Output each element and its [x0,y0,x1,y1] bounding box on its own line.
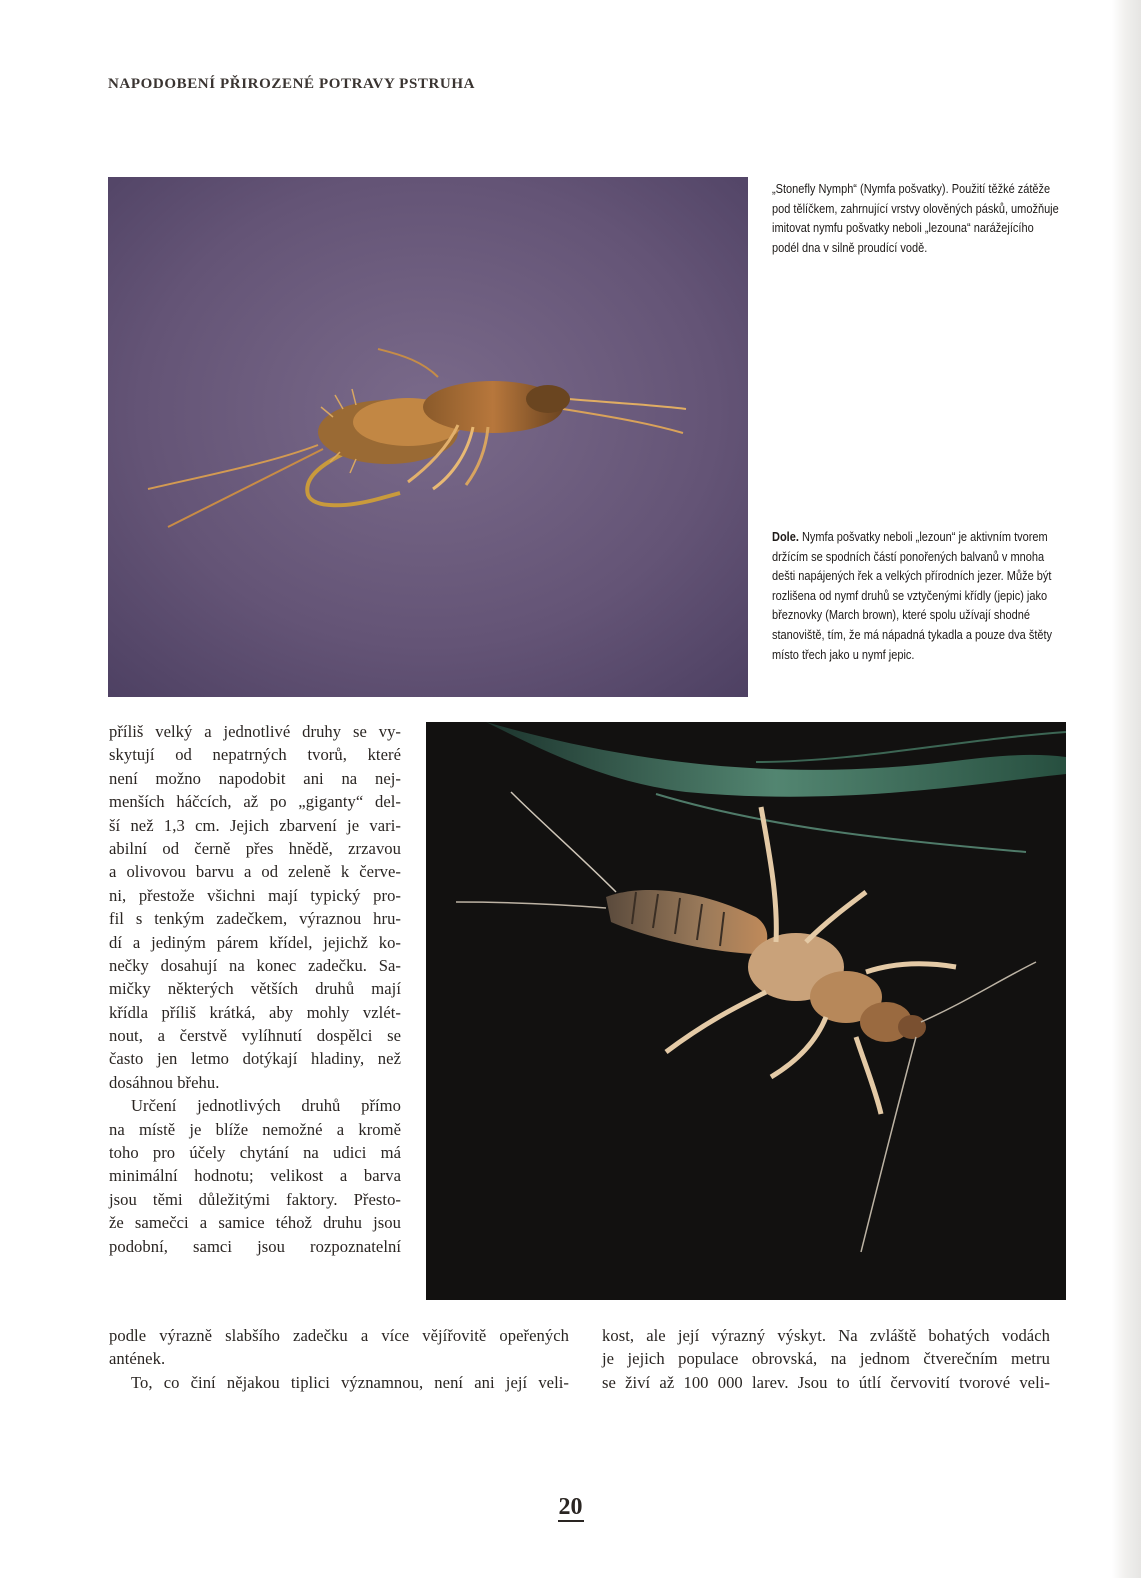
body-line: kost, ale její výrazný výskyt. Na zvláště bohatých vodách [602,1326,1050,1345]
page-number-text: 20 [558,1494,583,1520]
body-line: mičky některých větších druhů mají [109,979,401,999]
photo-stonefly-nymph [426,722,1066,1300]
body-line: nout, a čerstvě vylíhnutí dospělci se [109,1026,401,1046]
photo-stonefly-fly [108,177,748,697]
stonefly-fly-illustration [108,177,748,697]
body-line: antének. [109,1349,166,1369]
body-line: je jejich populace obrovská, na jednom čtverečním metru [602,1349,1050,1369]
body-line: a olivovou barvu a od zeleně k červe- [109,862,401,882]
body-line: toho pro účely chytání na udici má [109,1143,401,1163]
body-line: není možno napodobit ani na nej- [109,768,401,788]
body-line: ni, přestože všichni mají typický pro- [109,885,401,905]
caption-bottom-text: Nymfa pošvatky neboli „lezoun“ je aktivním tvorem držícím se spodních částí ponořených balvanů v mnoha dešti napájených řek a velkých přírodních jezer. Může být rozlišena od nymf druhů se vztyčenými křídly (jepic) jako březnovky (March brown), které spolu užívají shodné stanoviště, tím, že má nápadná tykadla a pouze dva štěty místo třech jako u nymf jepic. [772,530,1053,662]
body-line: jsou těmi důležitými faktory. Přesto- [109,1189,401,1209]
body-line: se živí až 100 000 larev. Jsou to útlí červovití tvorové veli- [602,1372,1050,1392]
stonefly-nymph-illustration [426,722,1066,1300]
body-line: fil s tenkým zadečkem, výraznou hru- [109,909,401,929]
body-text-wrap-column [109,720,401,1258]
body-line: minimální hodnotu; velikost a barva [109,1166,401,1186]
page-edge-shadow [1112,0,1141,1578]
body-line: Určení jednotlivých druhů přímo [131,1096,401,1116]
body-line: abilní od černě přes hnědě, zrzavou [109,838,401,858]
running-head: NAPODOBENÍ PŘIROZENÉ POTRAVY PSTRUHA [108,76,476,92]
body-line: příliš velký a jednotlivé druhy se vy- [109,722,401,741]
body-line: často jen letmo dotýkají hladiny, než [109,1049,401,1069]
body-line: dí a jediným párem křídel, jejichž ko- [109,932,401,952]
body-line: že samečci a samice téhož druhu jsou [109,1213,401,1233]
body-text-right-column [602,1324,1050,1394]
body-line: ší než 1,3 cm. Jejich zbarvení je vari- [109,815,401,835]
body-line: podobní, samci jsou rozpoznatelní [109,1236,401,1256]
body-line: dosáhnou břehu. [109,1072,220,1092]
body-line: menších háčcích, až po „giganty“ del- [109,792,401,812]
page-number [0,1494,1141,1521]
body-line: na místě je blíže nemožné a kromě [109,1119,401,1139]
body-line: podle výrazně slabšího zadečku a více vějířovitě opeřených [109,1326,569,1345]
body-line: nečky dosahují na konec zadečku. Sa- [109,955,401,975]
body-line: křídla příliš krátká, aby mohly vzlét- [109,1002,401,1022]
body-line: skytují od nepatrných tvorů, které [109,745,401,765]
body-text-left-column [109,1324,569,1394]
body-line: To, co činí nějakou tiplici významnou, není ani její veli- [131,1372,569,1392]
caption-bottom [772,528,1069,665]
caption-bottom-lead: Dole. [772,530,799,544]
caption-top: „Stonefly Nymph“ (Nymfa pošvatky). Použití těžké zátěže pod tělíčkem, zahrnující vrstvy olověných pásků, umožňuje imitovat nymfu pošvatky neboli „lezouna“ narážejícího podél dna v silně proudící vodě. [772,182,1059,255]
